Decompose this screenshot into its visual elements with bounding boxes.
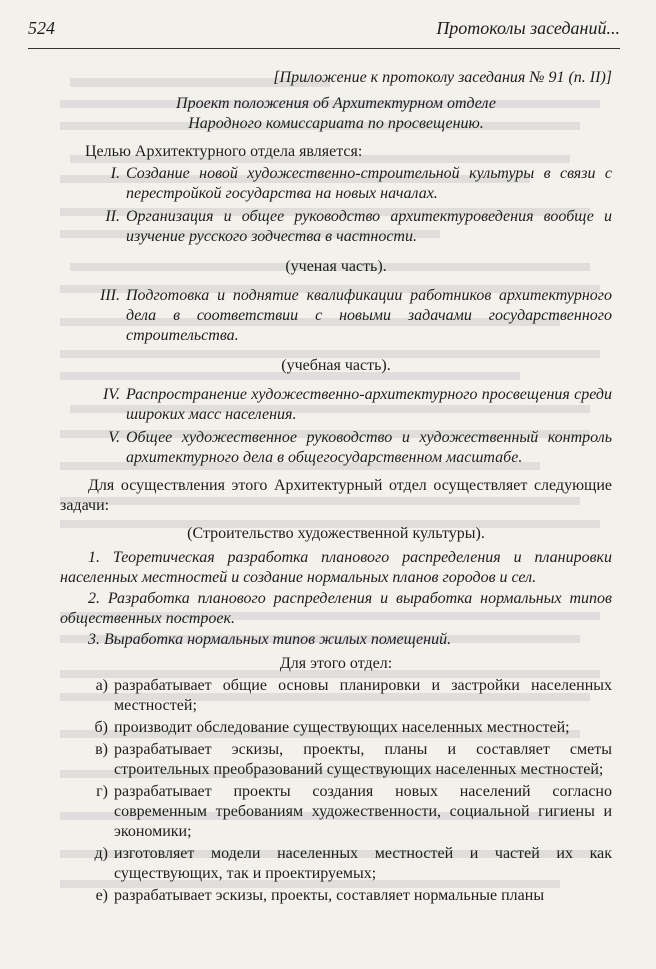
duty-text: разрабатывает общие основы планировки и застройки населенных местностей; — [114, 677, 612, 714]
duty-text: разрабатывает проекты создания новых населений согласно современным требованиям художественности, социальной гигиены и экономики; — [114, 783, 612, 840]
duty-letter: б) — [94, 719, 108, 736]
goal-item — [60, 164, 612, 204]
duty-item — [60, 844, 612, 884]
goal-item — [60, 428, 612, 468]
goal-text: Подготовка и поднятие квалификации работников архитектурного дела в соответствии с новыми задачами государственного строительства. — [126, 287, 612, 344]
duty-item — [60, 782, 612, 842]
duty-item — [60, 718, 612, 738]
duty-letter: д) — [94, 845, 108, 862]
goal-item — [60, 286, 612, 346]
duty-letter: в) — [95, 741, 108, 758]
goal-numeral: IV. — [102, 386, 120, 403]
goals-intro: Целью Архитектурного отдела является: — [85, 143, 363, 160]
appendix-note: [Приложение к протоколу заседания № 91 (п. II)] — [273, 69, 612, 86]
task-item: 2. Разработка планового распределения и выработка нормальных типов общественных построек. — [60, 590, 612, 627]
document-title-line: Народного комиссариата по просвещению. — [188, 115, 484, 132]
page-header — [28, 18, 620, 46]
duty-letter: а) — [95, 677, 108, 694]
goal-numeral: II. — [105, 208, 120, 225]
part-label-educational: (учебная часть). — [281, 357, 391, 374]
goal-numeral: I. — [110, 165, 120, 182]
goal-text: Общее художественное руководство и художественный контроль архитектурного дела в общегосударственном масштабе. — [126, 429, 612, 466]
tasks-intro: Для осуществления этого Архитектурный отдел осуществляет следующие задачи: — [60, 477, 612, 514]
header-rule — [28, 48, 620, 49]
goal-item — [60, 385, 612, 425]
duty-text: разрабатывает эскизы, проекты, планы и составляет сметы строительных преобразований существующих населенных местностей; — [114, 741, 612, 778]
goal-item — [60, 207, 612, 247]
duty-item — [60, 676, 612, 716]
page-body — [60, 68, 612, 908]
running-title: Протоколы заседаний... — [436, 18, 620, 38]
duty-text: разрабатывает эскизы, проекты, составляет нормальные планы — [114, 887, 545, 904]
for-this-label: Для этого отдел: — [279, 655, 393, 672]
task-item: 3. Выработка нормальных типов жилых помещений. — [88, 631, 452, 648]
goal-numeral: V. — [108, 429, 120, 446]
section-heading: (Строительство художественной культуры). — [187, 525, 485, 542]
duty-item — [60, 740, 612, 780]
goal-text: Создание новой художественно-строительной культуры в связи с перестройкой государства на новых началах. — [126, 165, 612, 202]
duty-text: производит обследование существующих населенных местностей; — [114, 719, 570, 736]
duty-text: изготовляет модели населенных местностей и частей их как существующих, так и проектируемых; — [114, 845, 612, 882]
document-title-line: Проект положения об Архитектурном отделе — [176, 95, 496, 112]
duty-letter: г) — [96, 783, 108, 800]
part-label-scientific: (ученая часть). — [285, 258, 387, 275]
task-item: 1. Теоретическая разработка планового распределения и планировки населенных местностей и создание нормальных планов городов и сел. — [60, 549, 612, 586]
page-number: 524 — [28, 18, 55, 38]
duty-letter: е) — [95, 887, 108, 904]
document-title — [60, 94, 612, 134]
goal-numeral: III. — [100, 287, 120, 304]
goal-text: Распространение художественно-архитектурного просвещения среди широких масс населения. — [126, 386, 612, 423]
goal-text: Организация и общее руководство архитектуроведения вообще и изучение русского зодчества в частности. — [126, 208, 612, 245]
duty-item — [60, 886, 612, 906]
